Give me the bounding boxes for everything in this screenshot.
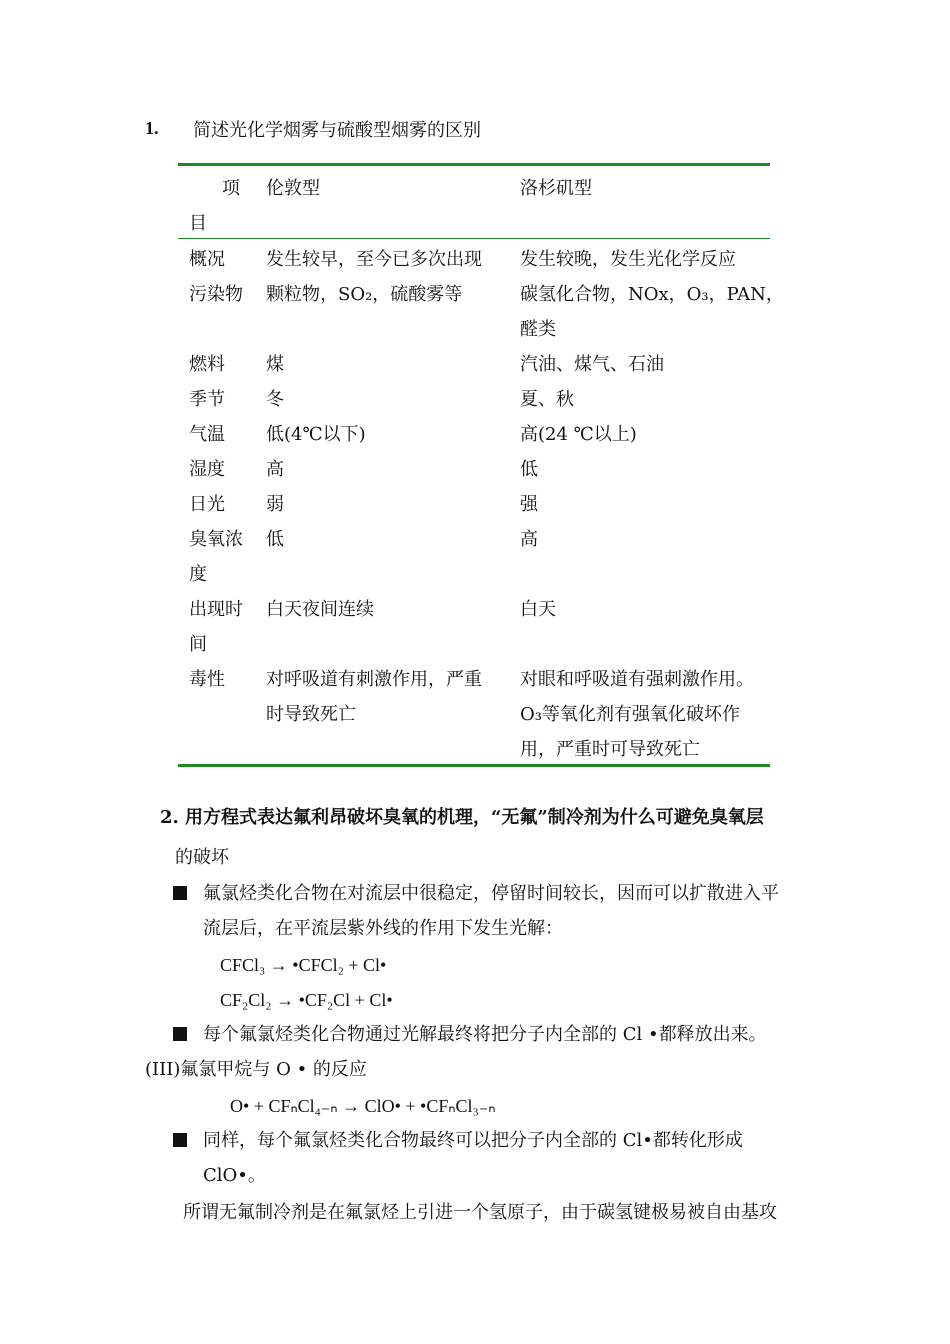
row-label: 日光	[189, 494, 225, 515]
row-london: 煤	[266, 354, 284, 375]
question2-title: 2. 用方程式表达氟利昂破坏臭氧的机理，“无氟”制冷剂为什么可避免臭氧层	[160, 807, 764, 828]
table-header-rule	[178, 238, 770, 239]
row-label: 污染物	[189, 284, 243, 305]
question2-title-line2: 的破坏	[175, 847, 229, 868]
bullet-square-icon	[173, 1133, 187, 1147]
row-label: 气温	[189, 424, 225, 445]
row-la: 白天	[520, 599, 556, 620]
bullet1-text-line2: 流层后，在平流层紫外线的作用下发生光解：	[203, 918, 563, 939]
row-label: 湿度	[189, 459, 225, 480]
row-label: 毒性	[189, 669, 225, 690]
row-la: 低	[520, 459, 538, 480]
row-la: 高	[520, 529, 538, 550]
row-london: 高	[266, 459, 284, 480]
question-title: 简述光化学烟雾与硫酸型烟雾的区别	[193, 120, 481, 141]
header-item-line2: 目	[189, 213, 207, 234]
bullet1-text: 氟氯烃类化合物在对流层中很稳定，停留时间较长，因而可以扩散进入平	[203, 883, 779, 904]
bullet-square-icon	[173, 886, 187, 900]
equation-2: CF₂Cl₂ → •CF₂Cl + Cl•	[220, 990, 393, 1010]
row-london: 弱	[266, 494, 284, 515]
row-label-line2: 间	[189, 634, 207, 655]
bullet2-text: 每个氟氯烃类化合物通过光解最终将把分子内全部的 Cl •都释放出来。	[203, 1024, 767, 1045]
row-la: 强	[520, 494, 538, 515]
row-label: 出现时	[189, 599, 243, 620]
header-item: 项	[222, 178, 240, 199]
row-london: 低	[266, 529, 284, 550]
table-top-rule	[178, 163, 770, 166]
row-la: 碳氢化合物，NOx，O₃，PAN，	[520, 284, 784, 305]
row-la: 发生较晚，发生光化学反应	[520, 249, 736, 270]
row-la: 高(24 ℃以上)	[520, 424, 637, 445]
header-london: 伦敦型	[266, 178, 320, 199]
row-london: 低(4℃以下)	[266, 424, 366, 445]
closing-paragraph: 所谓无氟制冷剂是在氟氯烃上引进一个氢原子，由于碳氢键极易被自由基攻	[183, 1202, 777, 1223]
row-label: 臭氧浓	[189, 529, 243, 550]
equation-1: CFCl₃ → •CFCl₂ + Cl•	[220, 955, 387, 975]
row-london: 发生较早，至今已多次出现	[266, 249, 482, 270]
row-la-line3: 用，严重时可导致死亡	[520, 739, 700, 760]
row-london-line2: 时导致死亡	[266, 704, 356, 725]
table-bottom-rule	[178, 764, 770, 767]
row-la: 汽油、煤气、石油	[520, 354, 664, 375]
row-label: 概况	[189, 249, 225, 270]
section-iii-heading: (III)氟氯甲烷与 O • 的反应	[145, 1059, 367, 1080]
bullet3-text-line2: ClO•。	[203, 1165, 266, 1186]
question-number: 1.	[145, 118, 159, 138]
row-london: 对呼吸道有刺激作用，严重	[266, 669, 482, 690]
row-la-line2: O₃等氧化剂有强氧化破坏作	[520, 704, 740, 725]
row-la: 夏、秋	[520, 389, 574, 410]
row-label: 燃料	[189, 354, 225, 375]
bullet-square-icon	[173, 1027, 187, 1041]
header-la: 洛杉矶型	[520, 178, 592, 199]
bullet3-text: 同样，每个氟氯烃类化合物最终可以把分子内全部的 Cl•都转化形成	[203, 1130, 743, 1151]
equation-3: O• + CFₙCl₄₋ₙ → ClO• + •CFₙCl₃₋ₙ	[230, 1096, 496, 1116]
row-label-line2: 度	[189, 564, 207, 585]
row-label: 季节	[189, 389, 225, 410]
row-london: 颗粒物，SO₂，硫酸雾等	[266, 284, 463, 305]
row-london: 白天夜间连续	[266, 599, 374, 620]
row-london: 冬	[266, 389, 284, 410]
row-la-line2: 醛类	[520, 319, 556, 340]
row-la: 对眼和呼吸道有强刺激作用。	[520, 669, 754, 690]
